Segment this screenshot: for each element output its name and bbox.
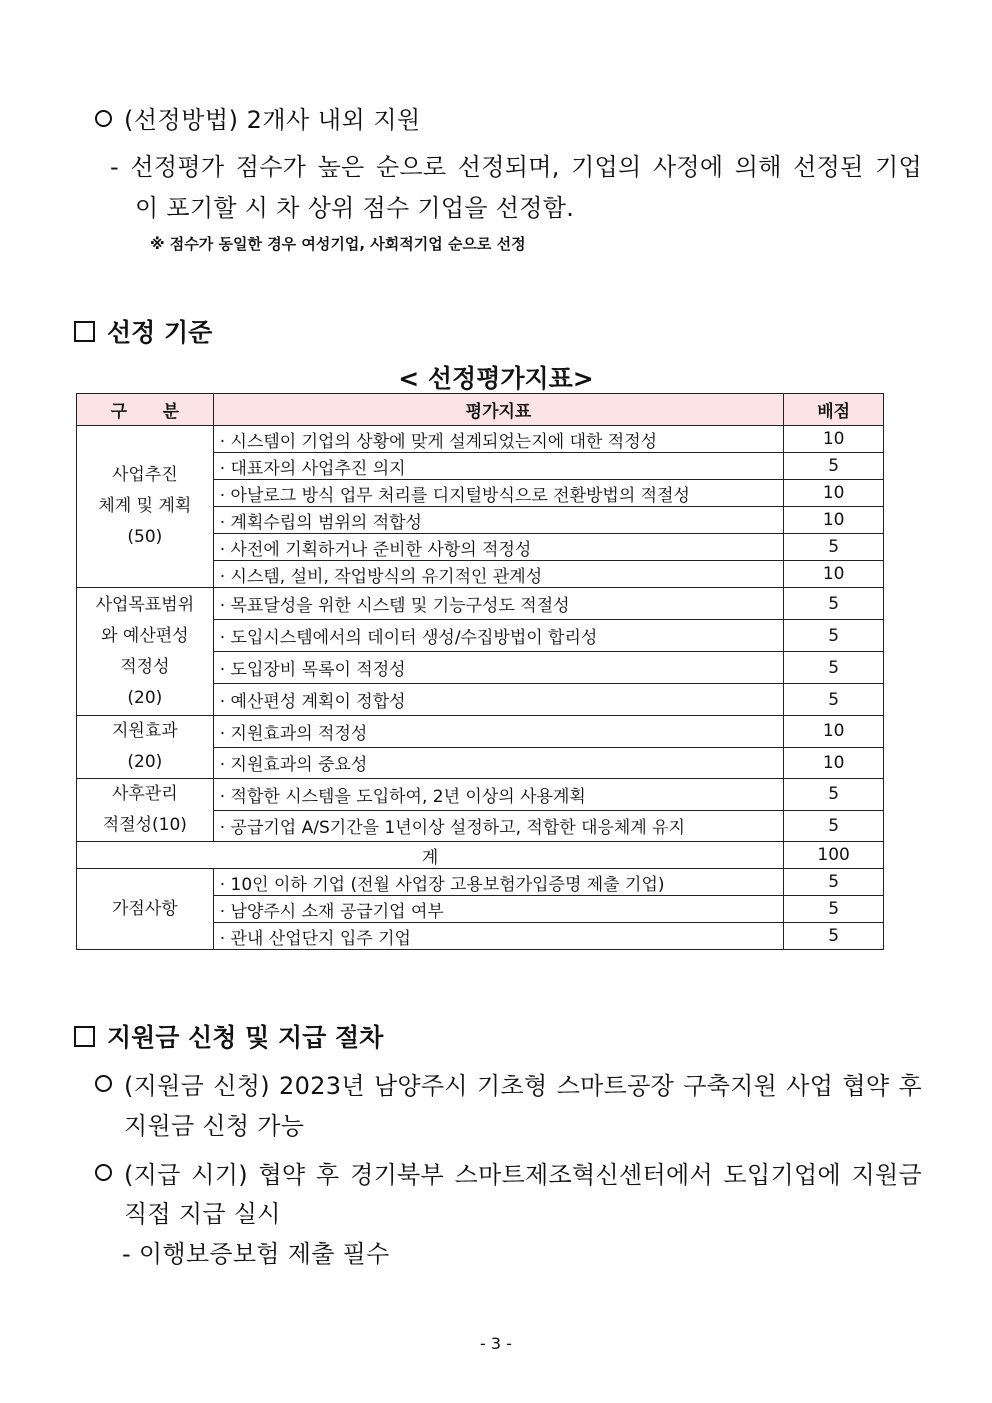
category-cell	[77, 779, 214, 842]
indicator-cell: · 대표자의 사업추진 의지	[213, 453, 784, 480]
score-cell: 5	[784, 896, 884, 923]
pay-sub-line: - 이행보증보험 제출 필수	[122, 1240, 390, 1268]
score-cell: 10	[784, 716, 884, 748]
header-score: 배점	[784, 394, 884, 426]
indicator-cell: · 시스템이 기업의 상황에 맞게 설계되었는지에 대한 적정성	[213, 426, 784, 453]
category-line: 사업목표범위	[95, 594, 195, 615]
score-cell: 5	[784, 684, 884, 716]
total-label: 계	[77, 842, 784, 869]
score-cell: 10	[784, 426, 884, 453]
indicator-cell: · 공급기업 A/S기간을 1년이상 설정하고, 적합한 대응체계 유지	[213, 810, 784, 842]
score-cell: 5	[784, 923, 884, 950]
indicator-cell: · 시스템, 설비, 작업방식의 유기적인 관계성	[213, 561, 784, 588]
indicator-cell: · 지원효과의 중요성	[213, 747, 784, 779]
category-line: (50)	[127, 527, 163, 547]
pay-line-1: (지급 시기) 협약 후 경기북부 스마트제조혁신센터에서 도입기업에 지원금	[124, 1161, 922, 1189]
criteria-heading-text: 선정 기준	[107, 318, 213, 347]
category-line: 체계 및 계획	[98, 496, 192, 516]
indicator-cell: · 예산편성 계획이 정합성	[213, 684, 784, 716]
indicator-cell: · 도입장비 목록이 적정성	[213, 652, 784, 684]
method-line-1: - 선정평가 점수가 높은 순으로 선정되며, 기업의 사정에 의해 선정된 기업	[110, 153, 922, 181]
category-line: 사업추진	[112, 465, 178, 485]
indicator-cell: · 도입시스템에서의 데이터 생성/수집방법이 합리성	[213, 620, 784, 652]
page-number: - 3 -	[480, 1334, 512, 1353]
table-row	[77, 869, 884, 896]
circle-bullet-icon	[95, 110, 112, 127]
score-cell: 10	[784, 561, 884, 588]
evaluation-table	[76, 393, 884, 950]
procedure-heading	[74, 1018, 383, 1054]
apply-line-2: 지원금 신청 가능	[124, 1112, 305, 1140]
category-line: 적정성	[120, 656, 170, 677]
score-cell: 5	[784, 534, 884, 561]
category-line: 적절성(10)	[102, 815, 187, 835]
square-bullet-icon	[74, 321, 95, 342]
method-line-2: 이 포기할 시 차 상위 점수 기업을 선정함.	[135, 194, 575, 222]
score-cell: 5	[784, 453, 884, 480]
pay-item	[95, 1155, 922, 1190]
category-line: (20)	[127, 687, 163, 708]
score-cell: 5	[784, 620, 884, 652]
category-cell	[77, 588, 214, 716]
indicator-cell: · 사전에 기획하거나 준비한 사항의 적정성	[213, 534, 784, 561]
pay-line-2: 직접 지급 실시	[124, 1200, 281, 1228]
category-line: 사후관리	[112, 784, 178, 804]
indicator-cell: · 적합한 시스템을 도입하여, 2년 이상의 사용계획	[213, 779, 784, 811]
indicator-cell: · 10인 이하 기업 (전월 사업장 고용보험가입증명 제출 기업)	[213, 869, 784, 896]
category-line: 와 예산편성	[101, 625, 189, 646]
method-note: ※ 점수가 동일한 경우 여성기업, 사회적기업 순으로 선정	[150, 235, 526, 253]
total-score: 100	[784, 842, 884, 869]
indicator-cell: · 관내 산업단지 입주 기업	[213, 923, 784, 950]
score-cell: 5	[784, 652, 884, 684]
header-indicator: 평가지표	[213, 394, 784, 426]
table-title: < 선정평가지표>	[398, 364, 594, 393]
indicator-cell: · 계획수립의 범위의 적합성	[213, 507, 784, 534]
total-row	[77, 842, 884, 869]
score-cell: 10	[784, 480, 884, 507]
header-category: 구 분	[77, 394, 214, 426]
table-row	[77, 779, 884, 811]
apply-item	[95, 1066, 922, 1101]
category-line: (20)	[127, 752, 163, 772]
indicator-cell: · 지원효과의 적정성	[213, 716, 784, 748]
category-cell	[77, 716, 214, 779]
criteria-heading	[74, 313, 212, 349]
score-cell: 10	[784, 747, 884, 779]
score-cell: 5	[784, 779, 884, 811]
score-cell: 5	[784, 588, 884, 620]
circle-bullet-icon	[95, 1164, 112, 1181]
method-title: (선정방법) 2개사 내외 지원	[124, 106, 421, 134]
indicator-cell: · 아날로그 방식 업무 처리를 디지털방식으로 전환방법의 적절성	[213, 480, 784, 507]
bonus-category-cell: 가점사항	[77, 869, 214, 950]
method-bullet	[95, 100, 421, 135]
indicator-cell: · 목표달성을 위한 시스템 및 기능구성도 적절성	[213, 588, 784, 620]
circle-bullet-icon	[95, 1075, 112, 1092]
score-cell: 5	[784, 869, 884, 896]
category-line: 지원효과	[112, 721, 178, 741]
square-bullet-icon	[74, 1026, 95, 1047]
table-header-row	[77, 394, 884, 426]
score-cell: 5	[784, 810, 884, 842]
table-row	[77, 588, 884, 620]
table-row	[77, 716, 884, 748]
score-cell: 10	[784, 507, 884, 534]
category-cell	[77, 426, 214, 588]
indicator-cell: · 남양주시 소재 공급기업 여부	[213, 896, 784, 923]
table-row	[77, 426, 884, 453]
procedure-heading-text: 지원금 신청 및 지급 절차	[107, 1023, 384, 1052]
apply-line-1: (지원금 신청) 2023년 남양주시 기초형 스마트공장 구축지원 사업 협약 후	[124, 1072, 922, 1100]
